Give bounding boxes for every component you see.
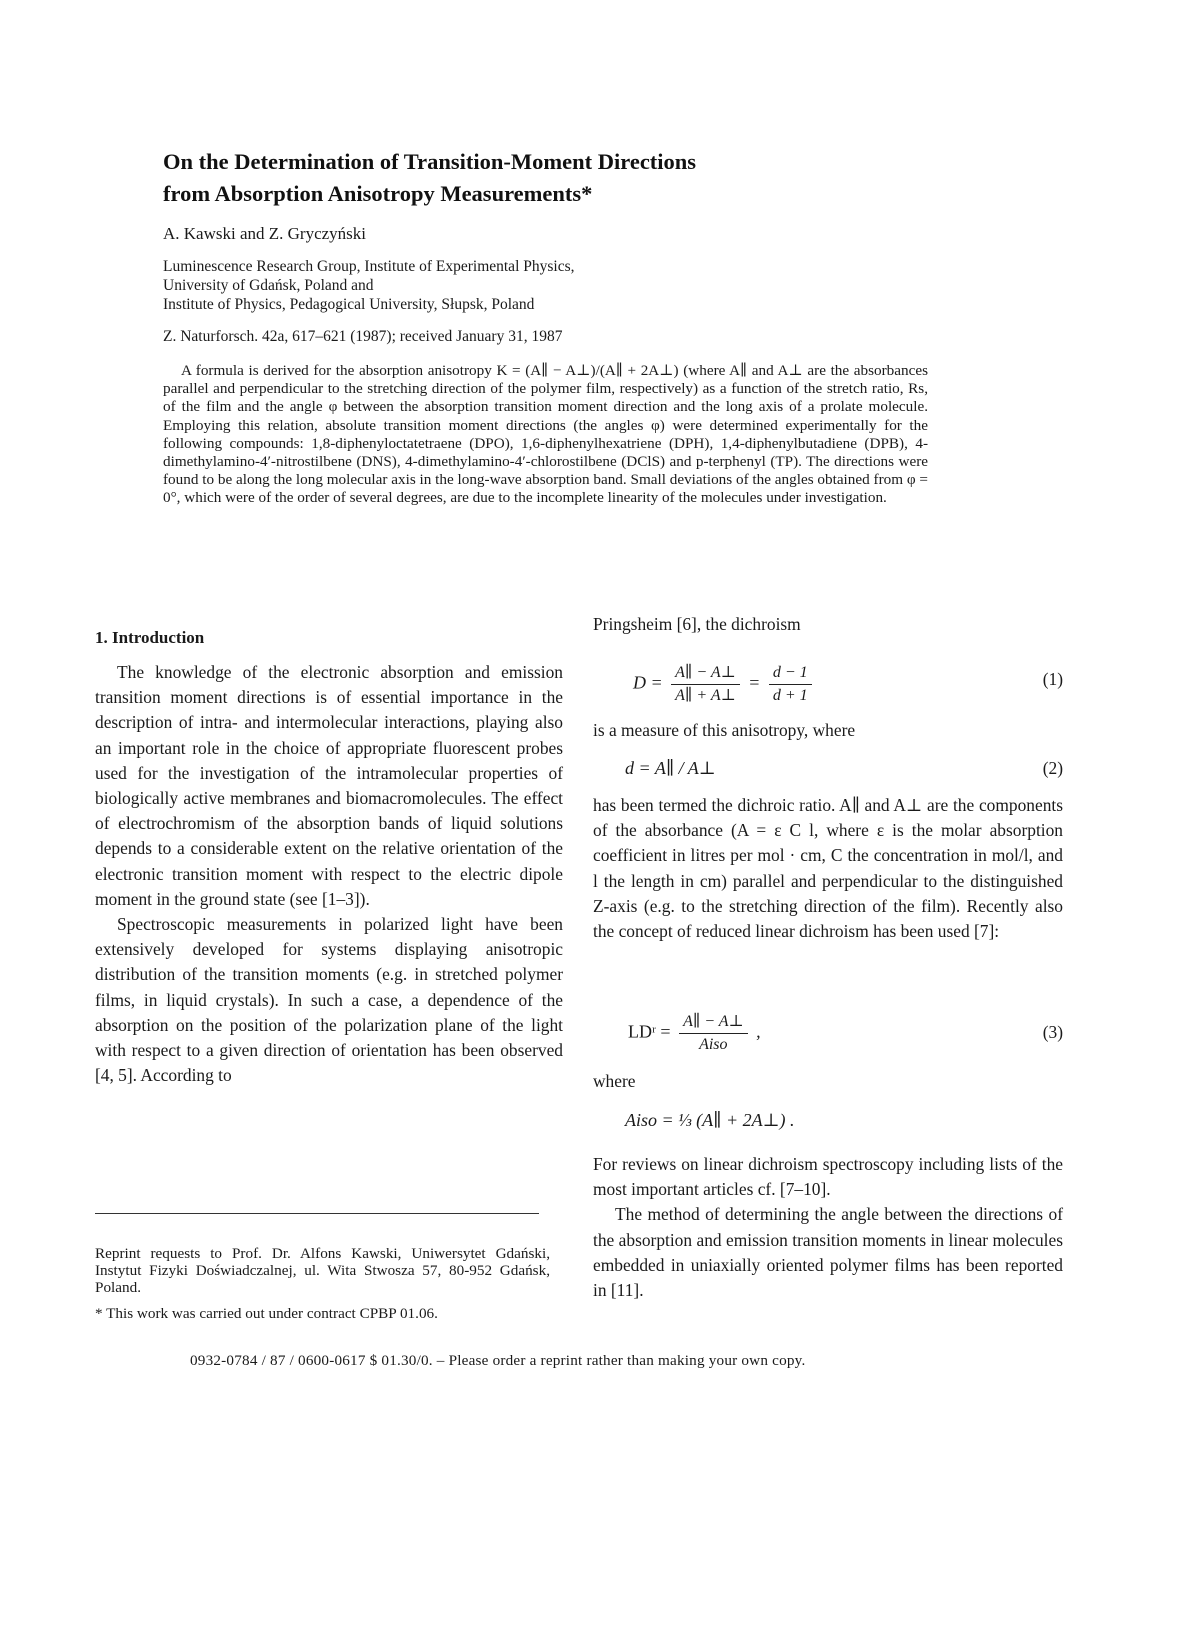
equation-number-1: (1) [1042, 669, 1063, 689]
paper-title [163, 146, 923, 210]
eq1-numerator-1: A∥ − A⊥ [671, 663, 740, 685]
eq1-fraction-2 [769, 663, 812, 706]
affiliation-line: Luminescence Research Group, Institute of Experimental Physics, [163, 258, 575, 275]
eq3-lhs: LDʳ = [628, 1021, 671, 1042]
equation-number-2: (2) [1042, 758, 1063, 778]
equation-4 [593, 1110, 1063, 1146]
affiliation [163, 257, 575, 314]
abstract-text: A formula is derived for the absorption anisotropy K = (A∥ − A⊥)/(A∥ + 2A⊥) (where A∥ and A⊥ are the absorbances parallel and perpendicular to the stretching direction of the polymer film, respectively) as a function of the stretch ratio, Rs, of the film and the angle φ between the absorption transition moment direction and the long axis of a prolate molecule. Employing this relation, absolute transition moment directions (the angles φ) were determined experimentally for the following compounds: 1,8-diphenyloctatetraene (DPO), 1,6-diphenylhexatriene (DPH), 1,4-diphenylbutadiene (DPB), 4-dimethylamino-4′-nitrostilbene (DNS), 4-dimethylamino-4′-chlorostilbene (DClS) and p-terphenyl (TP). The directions were found to be along the long molecular axis in the long-wave absorption band. Small deviations of the angles obtained from φ = 0°, which were of the order of several degrees, are due to the incomplete linearity of the molecules under investigation. [163, 362, 928, 507]
body-paragraph: The knowledge of the electronic absorption and emission transition moment directions is of essential importance in the description of intra- and intermolecular interactions, playing also an important role in the choice of appropriate fluorescent probes used for the investigation of the intramolecular properties of biologically active membranes and biomacromolecules. The effect of electrochromism of the absorption bands of liquid solutions depends to a considerable extent on the relative orientation of the electronic transition moment with respect to the electric dipole moment in the ground state (see [1–3]). [95, 662, 563, 909]
eq1-lhs: D = [633, 672, 663, 693]
footnote-contract: * This work was carried out under contract CPBP 01.06. [95, 1305, 438, 1322]
right-paragraph-3 [593, 793, 1063, 944]
journal-citation: Z. Naturforsch. 42a, 617–621 (1987); received January 31, 1987 [163, 328, 563, 345]
affiliation-line: Institute of Physics, Pedagogical University, Słupsk, Poland [163, 296, 535, 313]
equation-3 [593, 1008, 1063, 1062]
right-paragraph-5 [593, 1152, 1063, 1303]
eq1-denominator-1: A∥ + A⊥ [675, 687, 736, 704]
abstract [163, 362, 928, 508]
eq1-numerator-2: d − 1 [769, 663, 812, 685]
left-column [95, 660, 563, 1088]
eq2-body: d = A∥ / A⊥ [625, 758, 716, 778]
copyright-line: 0932-0784 / 87 / 0600-0617 $ 01.30/0. – Please order a reprint rather than making your own copy. [190, 1352, 806, 1369]
equation-2 [593, 758, 1063, 794]
eq1-fraction-1 [671, 663, 740, 706]
section-heading: 1. Introduction [95, 628, 205, 647]
body-text: The method of determining the angle between the directions of the absorption and emission transition moments in linear molecules embedded in uniaxially oriented polymer films has been reported in [11]. [593, 1204, 1063, 1301]
body-text: For reviews on linear dichroism spectroscopy including lists of the most important articles cf. [7–10]. [593, 1154, 1063, 1200]
body-text: has been termed the dichroic ratio. A∥ and A⊥ are the components of the absorbance (A = ε C l, where ε is the molar absorption coefficient in litres per mol · cm, C the concentration in mol/l, and l the length in cm) parallel and perpendicular to the distinguished Z-axis (e.g. to the stretching direction of the film). Recently also the concept of reduced linear dichroism has been used [7]: [593, 795, 1063, 942]
eq3-fraction [679, 1012, 748, 1055]
equation-number-3: (3) [1042, 1022, 1063, 1042]
footnote-rule [95, 1213, 539, 1214]
eq3-numerator: A∥ − A⊥ [679, 1012, 748, 1034]
eq3-tail: , [756, 1021, 761, 1042]
affiliation-line: University of Gdańsk, Poland and [163, 277, 374, 294]
body-text: is a measure of this anisotropy, where [593, 720, 856, 740]
right-paragraph-4 [593, 1069, 1063, 1094]
body-paragraph: Spectroscopic measurements in polarized light have been extensively developed for systems displaying anisotropic distribution of the transition moments (e.g. in stretched polymer films, in liquid crystals). In such a case, a dependence of the absorption on the position of the polarization plane of the light with respect to a given direction of orientation has been observed [4, 5]. According to [95, 914, 563, 1086]
authors: A. Kawski and Z. Gryczyński [163, 224, 367, 243]
title-line-2: from Absorption Anisotropy Measurements* [163, 181, 593, 206]
body-text: Pringsheim [6], the dichroism [593, 614, 801, 634]
eq3-denominator: Aiso [699, 1036, 728, 1053]
title-line-1: On the Determination of Transition-Moment Directions [163, 149, 697, 174]
body-text: where [593, 1071, 636, 1091]
eq4-body: Aiso = ⅓ (A∥ + 2A⊥) . [625, 1110, 795, 1130]
eq1-equals: = [748, 672, 761, 693]
footnote-reprint: Reprint requests to Prof. Dr. Alfons Kawski, Uniwersytet Gdański, Instytut Fizyki Doświadczalnej, ul. Wita Stwosza 57, 80-952 Gdańsk, Poland. [95, 1245, 550, 1296]
right-paragraph-1 [593, 612, 1063, 637]
eq1-denominator-2: d + 1 [772, 687, 808, 704]
equation-1 [593, 655, 1063, 705]
right-paragraph-2 [593, 718, 1063, 743]
